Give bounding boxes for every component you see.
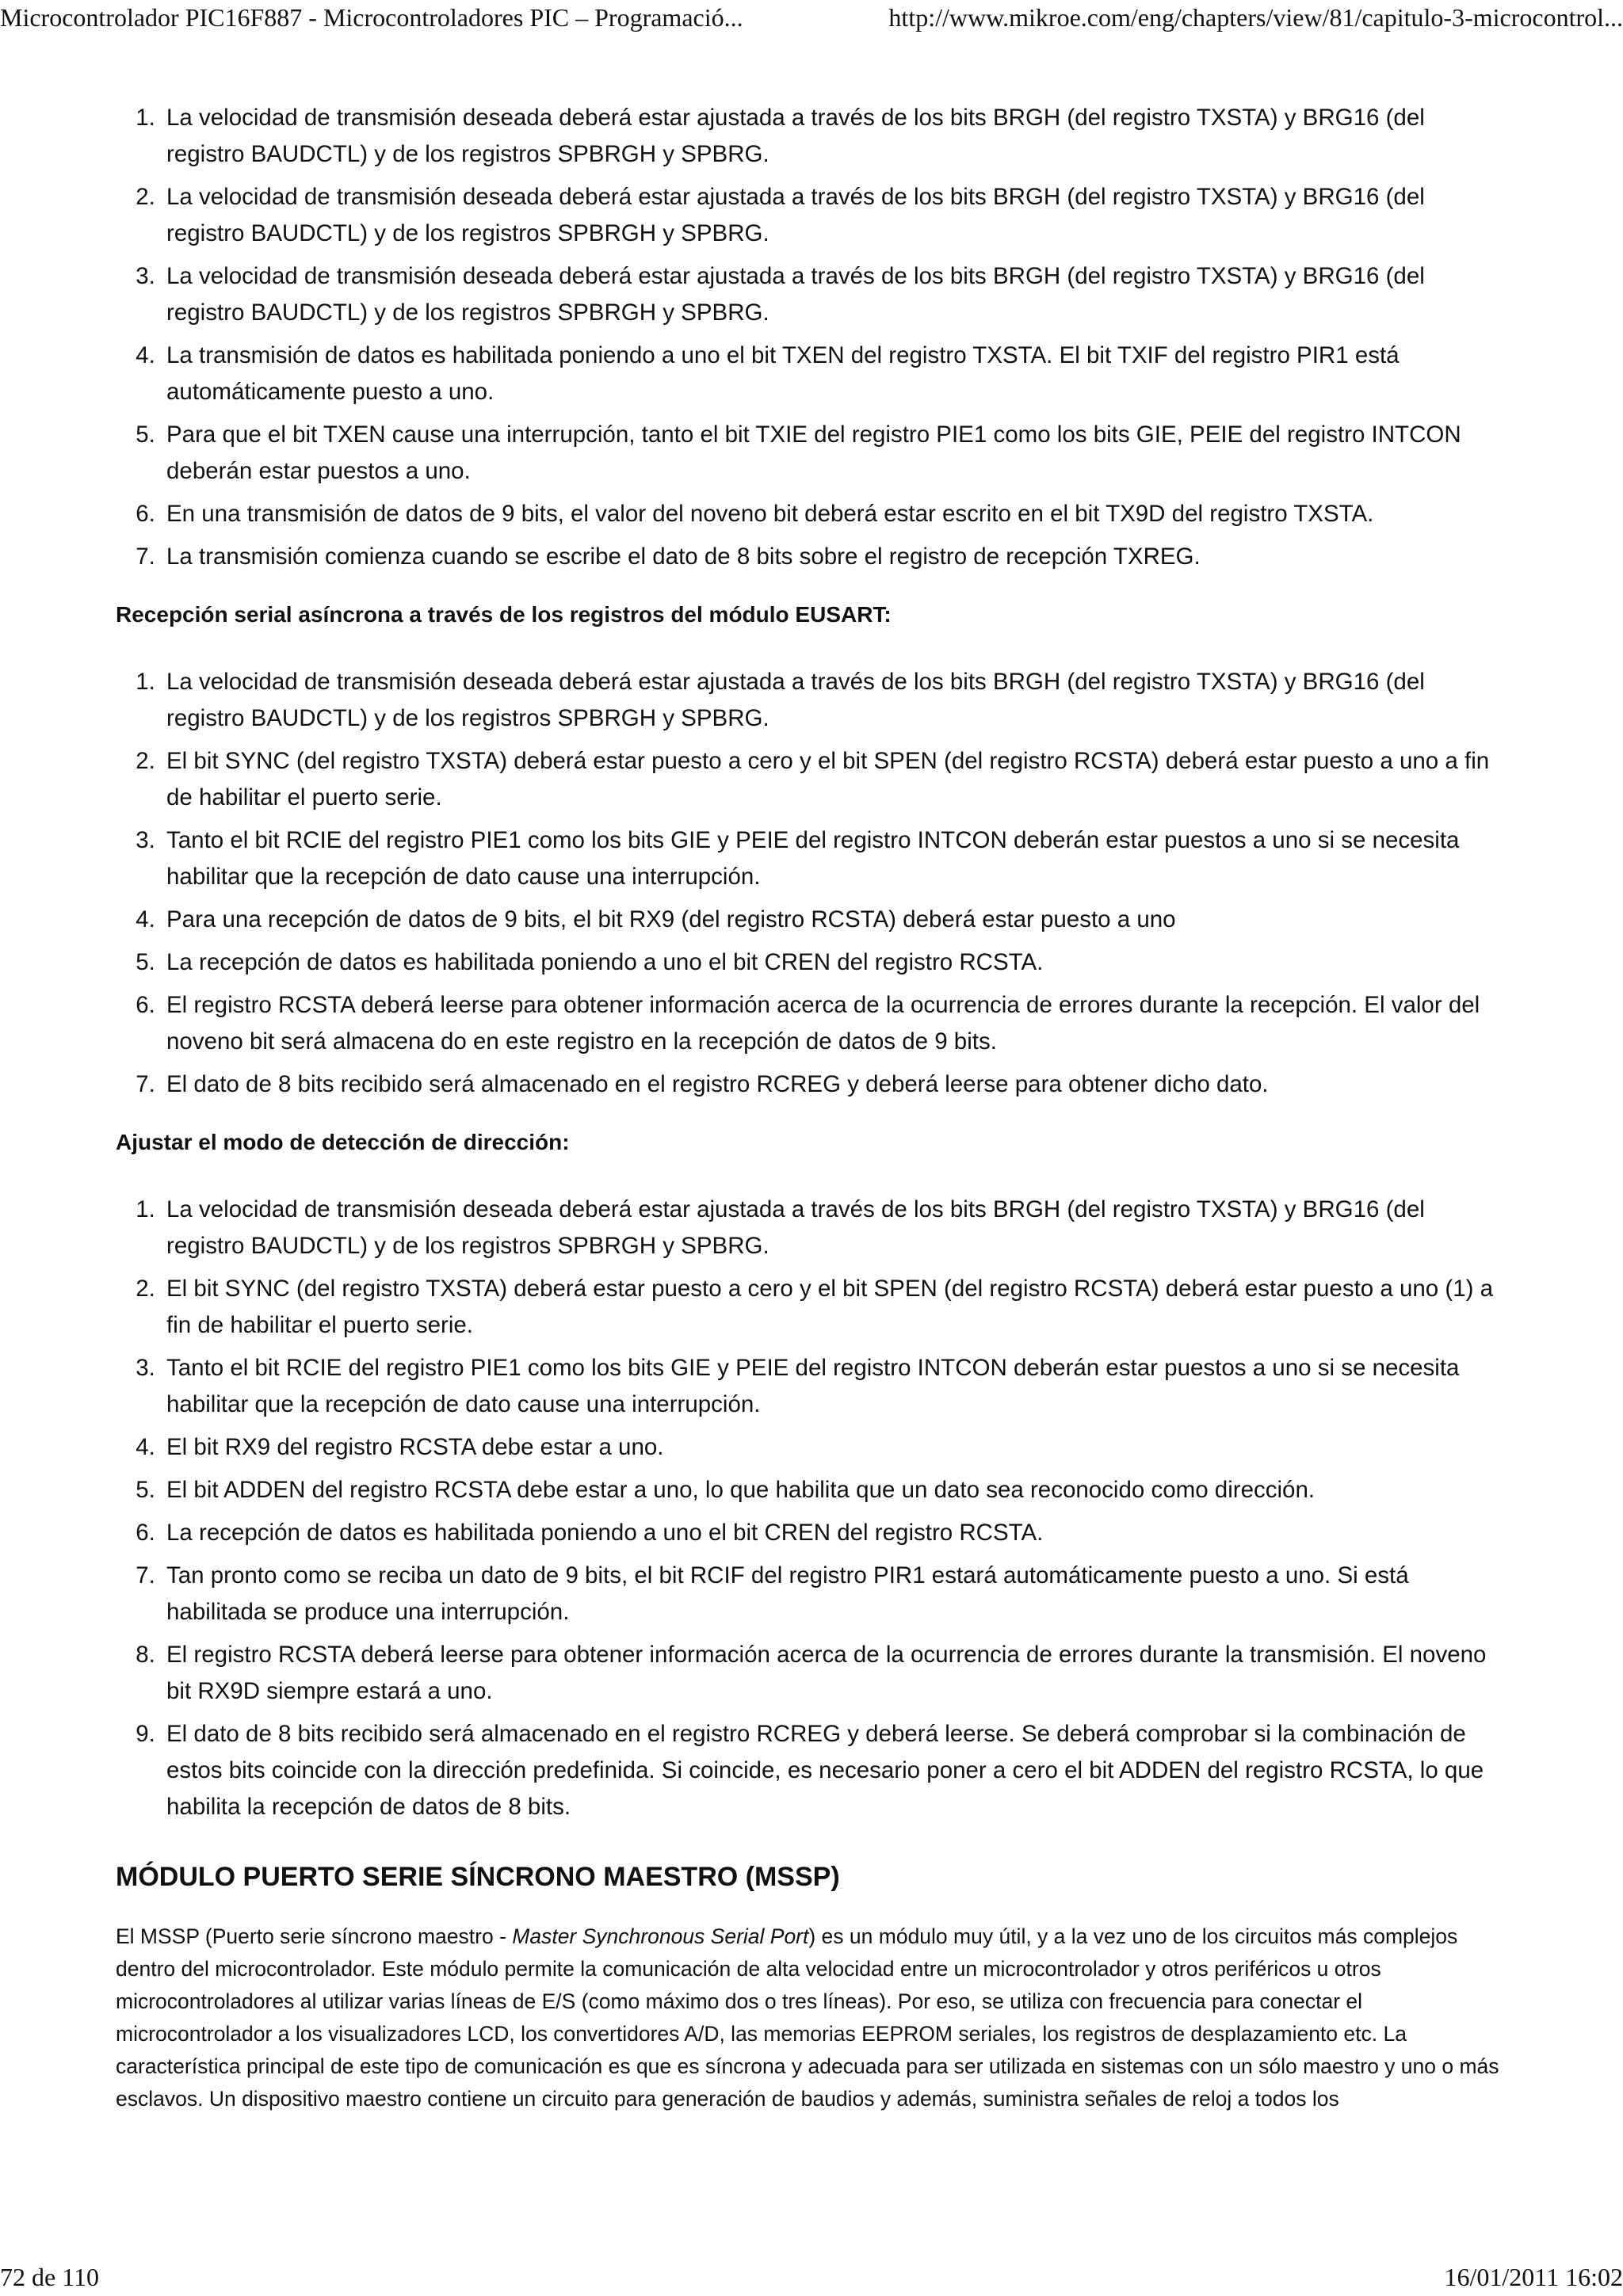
print-header	[0, 0, 1623, 48]
list-item: 2. La velocidad de transmisión deseada deberá estar ajustada a través de los bits BRGH (del registro TXSTA) y BRG16 (del registro BAUDCTL) y de los registros SPBRGH y SPBRG.	[162, 179, 1498, 252]
page-counter: 72 de 110	[0, 2263, 100, 2291]
list-item: 5. El bit ADDEN del registro RCSTA debe estar a uno, lo que habilita que un dato sea reconocido como dirección.	[162, 1472, 1498, 1508]
mssp-paragraph-start: El MSSP (Puerto serie síncrono maestro -	[116, 1924, 513, 1948]
list-item: 6. La recepción de datos es habilitada poniendo a uno el bit CREN del registro RCSTA.	[162, 1515, 1498, 1551]
list-item: 2. El bit SYNC (del registro TXSTA) deberá estar puesto a cero y el bit SPEN (del registro RCSTA) deberá estar puesto a uno (1) a fin de habilitar el puerto serie.	[162, 1271, 1498, 1344]
page-url[interactable]: http://www.mikroe.com/eng/chapters/view/81/capitulo-3-microcontrol...	[888, 3, 1623, 32]
list-item: 4. El bit RX9 del registro RCSTA debe estar a uno.	[162, 1429, 1498, 1466]
list-item: 5. La recepción de datos es habilitada poniendo a uno el bit CREN del registro RCSTA.	[162, 944, 1498, 981]
print-datetime: 16/01/2011 16:02	[1444, 2263, 1623, 2291]
reception-steps-list	[116, 664, 1510, 1103]
mssp-paragraph-rest: ) es un módulo muy útil, y a la vez uno de los circuitos más complejos dentro del microcontrolador. Este módulo permite la comunicación de alta velocidad entre un microcontrolador y otros periféricos u otros microcontroladores al utilizar varias líneas de E/S (como máximo dos o tres líneas). Por eso, se utiliza con frecuencia para conectar el microcontrolador a los visualizadores LCD, los convertidores A/D, las memorias EEPROM seriales, los registros de desplazamiento etc. La característica principal de este tipo de comunicación es que es síncrona y adecuada para ser utilizada en sistemas con un sólo maestro y uno o más esclavos. Un dispositivo maestro contiene un circuito para generación de baudios y además, suministra señales de reloj a todos los	[116, 1924, 1499, 2111]
list-item: 4. La transmisión de datos es habilitada poniendo a uno el bit TXEN del registro TXSTA. El bit TXIF del registro PIR1 está automáticamente puesto a uno.	[162, 338, 1498, 410]
list-item: 1. La velocidad de transmisión deseada deberá estar ajustada a través de los bits BRGH (del registro TXSTA) y BRG16 (del registro BAUDCTL) y de los registros SPBRGH y SPBRG.	[162, 1192, 1498, 1264]
page-title: Microcontrolador PIC16F887 - Microcontroladores PIC – Programació...	[0, 3, 743, 32]
mssp-english-term: Master Synchronous Serial Port	[512, 1924, 809, 1948]
list-item: 7. El dato de 8 bits recibido será almacenado en el registro RCREG y deberá leerse para obtener dicho dato.	[162, 1066, 1498, 1103]
list-item: 7. La transmisión comienza cuando se escribe el dato de 8 bits sobre el registro de recepción TXREG.	[162, 539, 1498, 575]
document-body	[116, 100, 1510, 2115]
mssp-heading: MÓDULO PUERTO SERIE SÍNCRONO MAESTRO (MSSP)	[116, 1862, 840, 1892]
list-item: 1. La velocidad de transmisión deseada deberá estar ajustada a través de los bits BRGH (del registro TXSTA) y BRG16 (del registro BAUDCTL) y de los registros SPBRGH y SPBRG.	[162, 664, 1498, 737]
list-item: 7. Tan pronto como se reciba un dato de 9 bits, el bit RCIF del registro PIR1 estará automáticamente puesto a uno. Si está habilitada se produce una interrupción.	[162, 1558, 1498, 1630]
list-item: 9. El dato de 8 bits recibido será almacenado en el registro RCREG y deberá leerse. Se deberá comprobar si la combinación de estos bits coincide con la dirección predefinida. Si coincide, es necesario poner a cero el bit ADDEN del registro RCSTA, lo que habilita la recepción de datos de 8 bits.	[162, 1716, 1498, 1825]
mssp-paragraph	[116, 1920, 1503, 2115]
list-item: 3. Tanto el bit RCIE del registro PIE1 como los bits GIE y PEIE del registro INTCON deberán estar puestos a uno si se necesita habilitar que la recepción de dato cause una interrupción.	[162, 822, 1498, 895]
list-item: 5. Para que el bit TXEN cause una interrupción, tanto el bit TXIE del registro PIE1 como los bits GIE, PEIE del registro INTCON deberán estar puestos a uno.	[162, 417, 1498, 490]
reception-section-label: Recepción serial asíncrona a través de los registros del módulo EUSART:	[116, 602, 892, 627]
list-item: 3. La velocidad de transmisión deseada deberá estar ajustada a través de los bits BRGH (del registro TXSTA) y BRG16 (del registro BAUDCTL) y de los registros SPBRGH y SPBRG.	[162, 258, 1498, 331]
list-item: 1. La velocidad de transmisión deseada deberá estar ajustada a través de los bits BRGH (del registro TXSTA) y BRG16 (del registro BAUDCTL) y de los registros SPBRGH y SPBRG.	[162, 100, 1498, 173]
list-item: 6. El registro RCSTA deberá leerse para obtener información acerca de la ocurrencia de errores durante la recepción. El valor del noveno bit será almacena do en este registro en la recepción de datos de 9 bits.	[162, 987, 1498, 1060]
transmission-steps-list	[116, 100, 1510, 575]
list-item: 2. El bit SYNC (del registro TXSTA) deberá estar puesto a cero y el bit SPEN (del registro RCSTA) deberá estar puesto a uno a fin de habilitar el puerto serie.	[162, 743, 1498, 816]
list-item: 8. El registro RCSTA deberá leerse para obtener información acerca de la ocurrencia de errores durante la transmisión. El noveno bit RX9D siempre estará a uno.	[162, 1637, 1498, 1710]
print-footer	[0, 2260, 1623, 2296]
list-item: 3. Tanto el bit RCIE del registro PIE1 como los bits GIE y PEIE del registro INTCON deberán estar puestos a uno si se necesita habilitar que la recepción de dato cause una interrupción.	[162, 1350, 1498, 1423]
list-item: 6. En una transmisión de datos de 9 bits, el valor del noveno bit deberá estar escrito en el bit TX9D del registro TXSTA.	[162, 496, 1498, 532]
list-item: 4. Para una recepción de datos de 9 bits, el bit RX9 (del registro RCSTA) deberá estar puesto a uno	[162, 902, 1498, 938]
address-detection-section-label: Ajustar el modo de detección de dirección:	[116, 1130, 570, 1154]
address-detection-steps-list	[116, 1192, 1510, 1825]
